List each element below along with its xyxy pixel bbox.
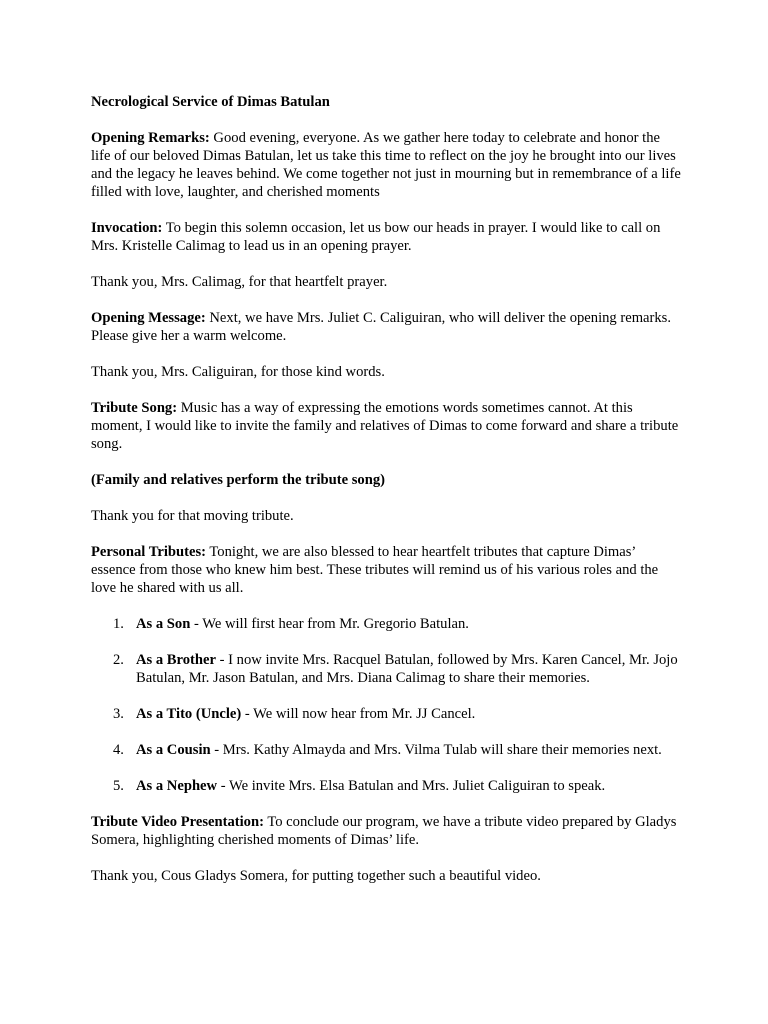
- list-item-number: 4.: [113, 742, 124, 758]
- opening-remarks-paragraph: [91, 129, 683, 201]
- list-item-label: As a Nephew: [136, 778, 218, 794]
- opening-message-paragraph: [91, 309, 683, 345]
- tribute-song-label: Tribute Song:: [91, 400, 178, 416]
- opening-remarks-text: Good evening, everyone. As we gather here today to celebrate and honor the life of our beloved Dimas Batulan, let us take this time to reflect on the joy he brought into our lives and the legacy he leaves behind. We come together not just in mourning but in remembrance of a life filled with love, laughter, and cherished moments: [91, 130, 681, 200]
- personal-tributes-text: Tonight, we are also blessed to hear heartfelt tributes that capture Dimas’ essence from those who knew him best. These tributes will remind us of his various roles and the love he shared with us all.: [91, 544, 659, 596]
- list-item: [91, 777, 683, 795]
- tribute-song-note-text: (Family and relatives perform the tribute song): [91, 472, 385, 488]
- tribute-video-text: To conclude our program, we have a tribute video prepared by Gladys Somera, highlighting cherished moments of Dimas’ life.: [91, 814, 677, 848]
- opening-remarks-label: Opening Remarks:: [91, 130, 210, 146]
- tribute-song-note: [91, 471, 683, 489]
- list-item-label: As a Son: [136, 616, 191, 632]
- list-item-text: - We will now hear from Mr. JJ Cancel.: [241, 706, 476, 722]
- list-item-text: - I now invite Mrs. Racquel Batulan, followed by Mrs. Karen Cancel, Mr. Jojo Batulan, Mr. Jason Batulan, and Mrs. Diana Calimag to share their memories.: [136, 652, 678, 686]
- list-item-text: - We will first hear from Mr. Gregorio Batulan.: [190, 616, 469, 632]
- tribute-video-label: Tribute Video Presentation:: [91, 814, 264, 830]
- tribute-video-paragraph: [91, 813, 683, 849]
- thanks-video-paragraph: Thank you, Cous Gladys Somera, for putting together such a beautiful video.: [91, 868, 541, 884]
- invocation-text: To begin this solemn occasion, let us bow our heads in prayer. I would like to call on Mrs. Kristelle Calimag to lead us in an opening prayer.: [91, 220, 661, 254]
- opening-message-label: Opening Message:: [91, 310, 206, 326]
- list-item: [91, 741, 683, 759]
- list-item-number: 2.: [113, 652, 124, 668]
- thanks-tribute-paragraph: Thank you for that moving tribute.: [91, 508, 294, 524]
- document-title: Necrological Service of Dimas Batulan: [91, 94, 330, 110]
- tribute-list: [91, 615, 683, 795]
- list-item: [91, 651, 683, 687]
- list-item-text: - We invite Mrs. Elsa Batulan and Mrs. Juliet Caliguiran to speak.: [217, 778, 606, 794]
- list-item-label: As a Cousin: [136, 742, 211, 758]
- list-item-number: 1.: [113, 616, 124, 632]
- list-item: [91, 615, 683, 633]
- list-item: [91, 705, 683, 723]
- invocation-paragraph: [91, 219, 683, 255]
- thanks-prayer-paragraph: Thank you, Mrs. Calimag, for that heartfelt prayer.: [91, 274, 388, 290]
- tribute-song-paragraph: [91, 399, 683, 453]
- list-item-label: As a Brother: [136, 652, 216, 668]
- personal-tributes-paragraph: [91, 543, 683, 597]
- thanks-words-paragraph: Thank you, Mrs. Caliguiran, for those kind words.: [91, 364, 385, 380]
- invocation-label: Invocation:: [91, 220, 163, 236]
- personal-tributes-label: Personal Tributes:: [91, 544, 206, 560]
- list-item-number: 3.: [113, 706, 124, 722]
- document-page: [91, 93, 683, 903]
- list-item-label: As a Tito (Uncle): [136, 706, 242, 722]
- opening-message-text: Next, we have Mrs. Juliet C. Caliguiran, who will deliver the opening remarks. Please give her a warm welcome.: [91, 310, 672, 344]
- list-item-number: 5.: [113, 778, 124, 794]
- tribute-song-text: Music has a way of expressing the emotions words sometimes cannot. At this moment, I would like to invite the family and relatives of Dimas to come forward and share a tribute song.: [91, 400, 679, 452]
- list-item-text: - Mrs. Kathy Almayda and Mrs. Vilma Tulab will share their memories next.: [210, 742, 662, 758]
